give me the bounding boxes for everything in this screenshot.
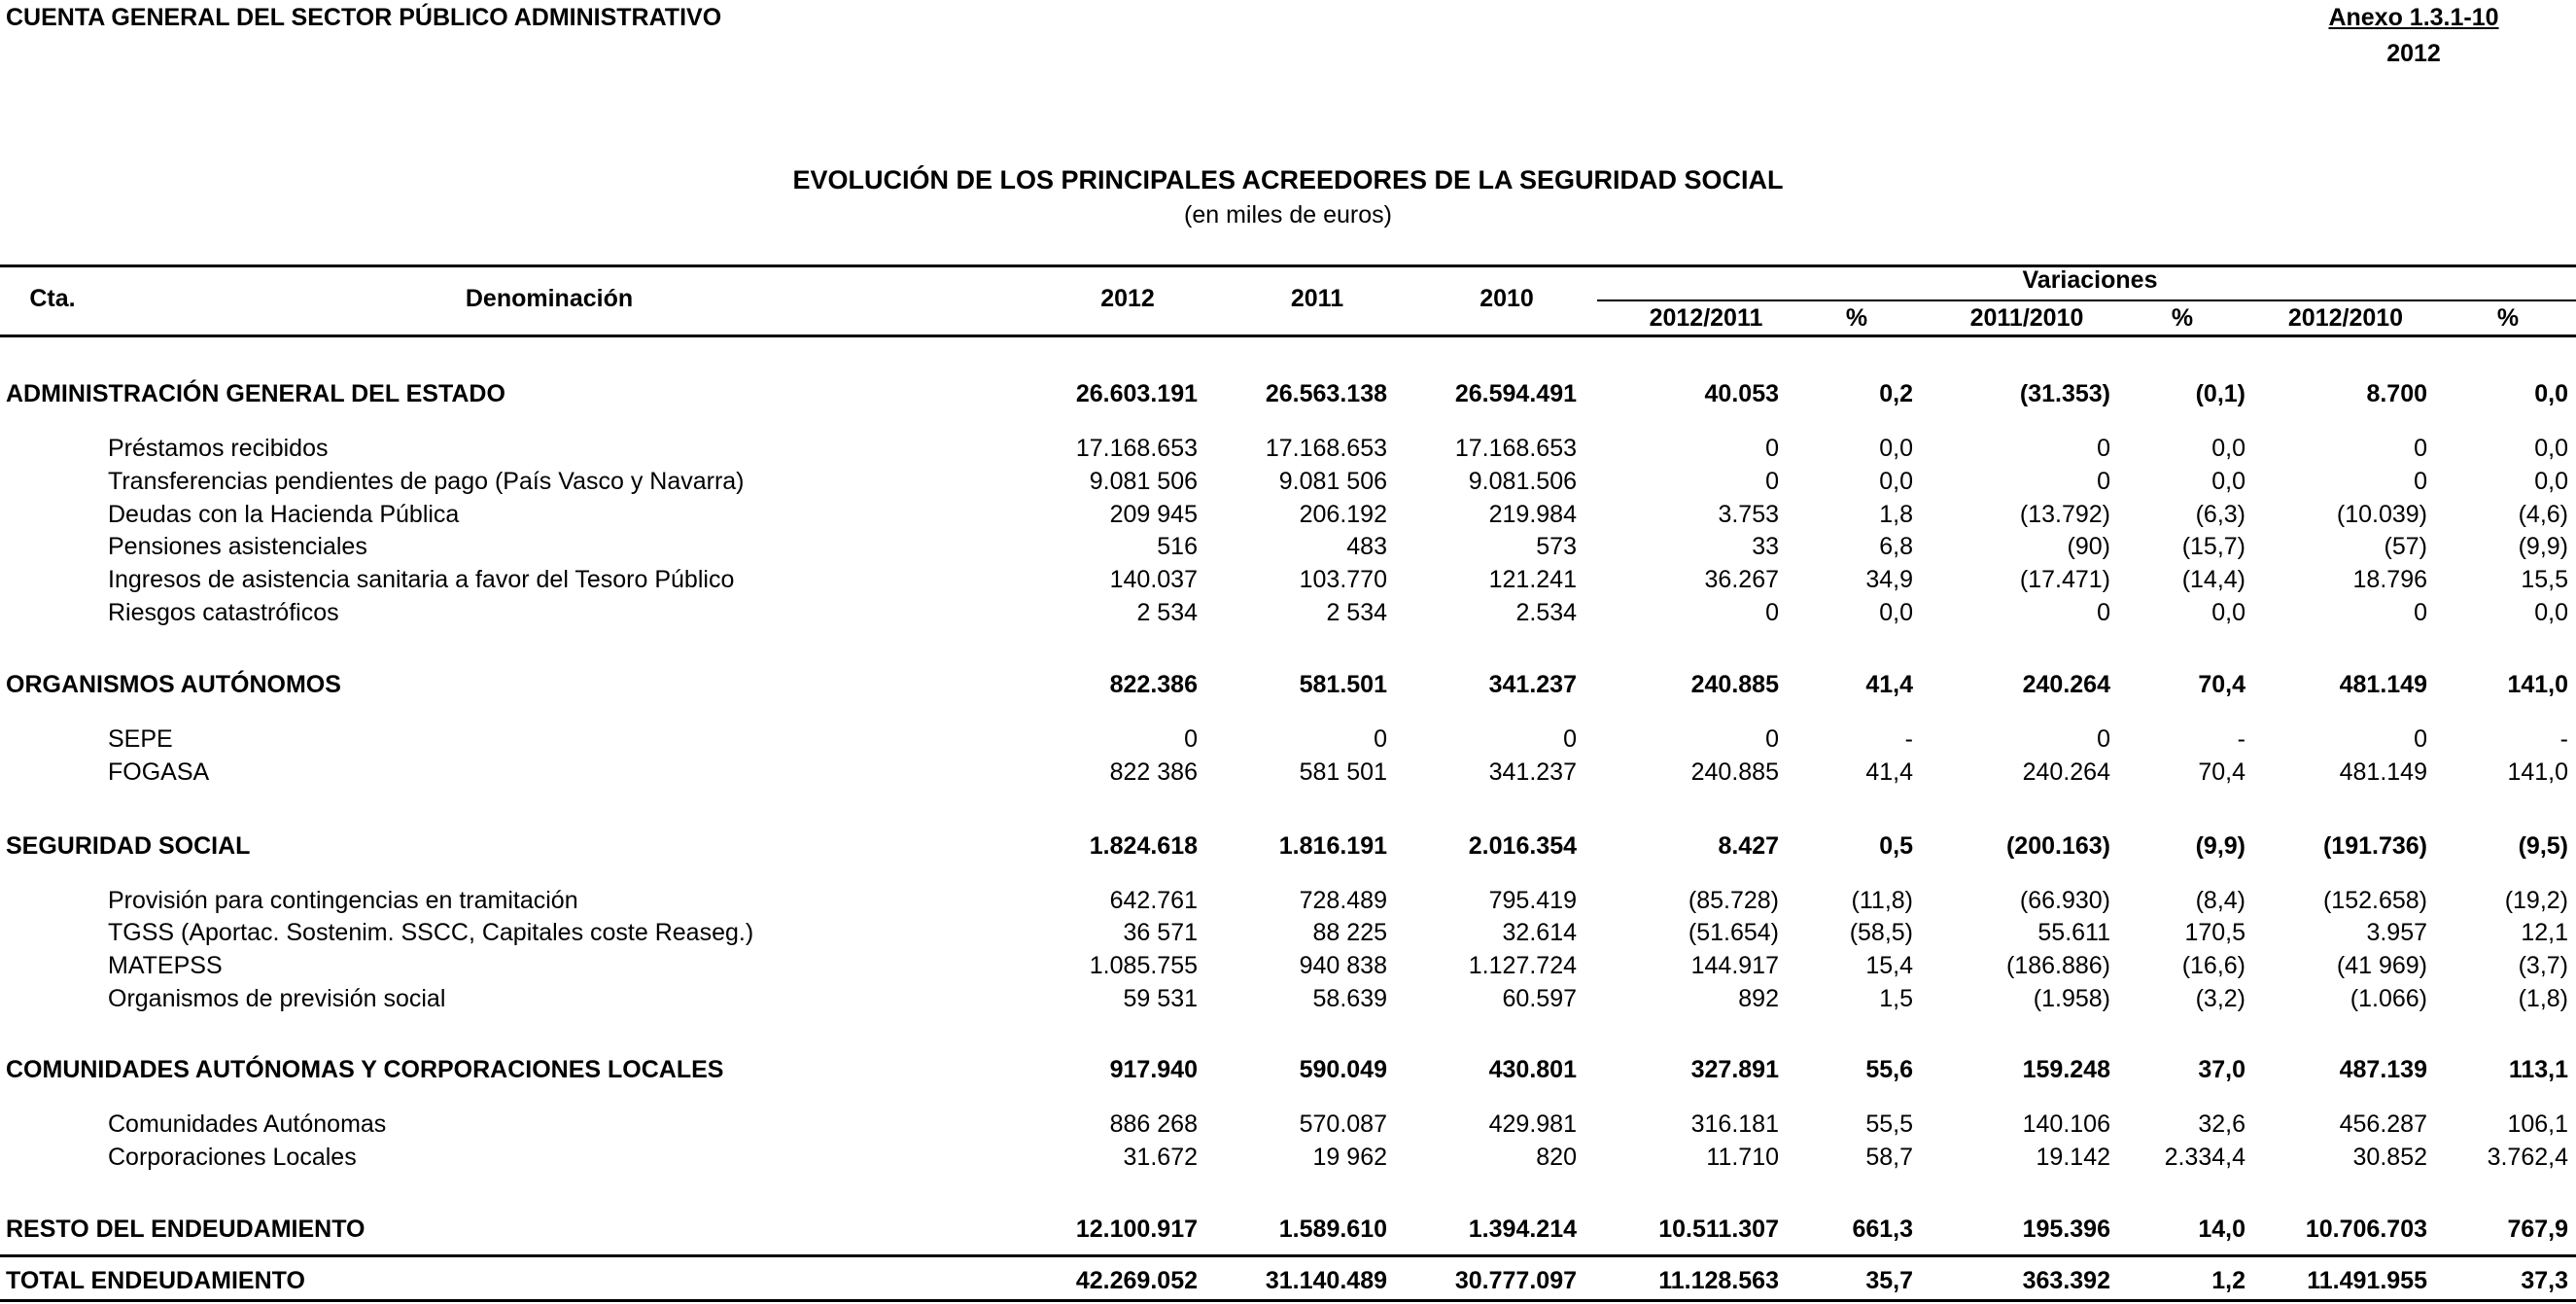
pct-2012-2010: 141,0 (2507, 758, 2568, 786)
var-2011-2010: 140.106 (2022, 1110, 2110, 1138)
value-2012: 9.081 506 (1089, 468, 1198, 495)
header-pct-1: % (1845, 304, 1868, 332)
pct-2012-2011: 0,5 (1879, 832, 1913, 860)
pct-2012-2011: 34,9 (1865, 566, 1913, 593)
pct-2012-2010: (9,9) (2518, 533, 2568, 560)
row-denominacion: ORGANISMOS AUTÓNOMOS (6, 671, 341, 698)
header-2011: 2011 (1290, 285, 1344, 312)
header-var-2012-2010: 2012/2010 (2287, 304, 2404, 332)
value-2011: 2 534 (1326, 599, 1387, 626)
value-2010: 2.016.354 (1468, 832, 1577, 860)
pct-2012-2011: 0,0 (1879, 599, 1913, 626)
header-variaciones: Variaciones (2022, 266, 2158, 294)
pct-2012-2010: (19,2) (2504, 887, 2568, 914)
pct-2012-2011: - (1904, 725, 1913, 753)
pct-2011-2010: (8,4) (2195, 887, 2245, 914)
var-2012-2010: 11.491.955 (2307, 1267, 2427, 1294)
pct-2012-2010: 3.762,4 (2487, 1144, 2568, 1171)
pct-2012-2010: (9,5) (2518, 832, 2568, 860)
value-2010: 573 (1536, 533, 1577, 560)
pct-2012-2011: 1,8 (1879, 501, 1913, 528)
var-2011-2010: 19.142 (2036, 1144, 2110, 1171)
row-denominacion: Pensiones asistenciales (108, 533, 367, 560)
pct-2011-2010: 170,5 (2184, 919, 2245, 946)
value-2010: 820 (1536, 1144, 1577, 1171)
var-2012-2011: 40.053 (1704, 380, 1779, 407)
value-2012: 1.085.755 (1089, 952, 1198, 979)
annex-number: Anexo 1.3.1-10 (2328, 4, 2499, 31)
var-2012-2010: (57) (2384, 533, 2427, 560)
pct-2012-2011: 55,6 (1865, 1056, 1913, 1083)
var-2011-2010: 159.248 (2022, 1056, 2110, 1083)
pct-2011-2010: 2.334,4 (2164, 1144, 2245, 1171)
row-denominacion: SEGURIDAD SOCIAL (6, 832, 251, 860)
pct-2012-2010: 0,0 (2534, 468, 2568, 495)
section-row (0, 380, 2576, 413)
pct-2012-2010: 141,0 (2507, 671, 2568, 698)
row-denominacion: TGSS (Aportac. Sostenim. SSCC, Capitales coste Reaseg.) (108, 919, 754, 946)
var-2012-2010: 0 (2414, 725, 2427, 753)
var-2012-2011: (85.728) (1688, 887, 1779, 914)
value-2010: 17.168.653 (1454, 435, 1577, 462)
value-2012: 17.168.653 (1075, 435, 1198, 462)
var-2011-2010: (90) (2067, 533, 2110, 560)
value-2010: 429.981 (1488, 1110, 1577, 1138)
var-2012-2011: 0 (1765, 599, 1779, 626)
annex-block (2321, 4, 2506, 68)
pct-2011-2010: 37,0 (2198, 1056, 2245, 1083)
var-2012-2011: 36.267 (1704, 566, 1779, 593)
table-row (0, 985, 2576, 1018)
row-denominacion: MATEPSS (108, 952, 223, 979)
pct-2012-2011: 58,7 (1865, 1144, 1913, 1171)
pct-2011-2010: 0,0 (2211, 599, 2245, 626)
pct-2012-2010: 767,9 (2507, 1216, 2568, 1243)
value-2012: 140.037 (1109, 566, 1198, 593)
var-2012-2011: 0 (1765, 468, 1779, 495)
pct-2012-2011: 35,7 (1865, 1267, 1913, 1294)
pct-2011-2010: (9,9) (2195, 832, 2245, 860)
table-row (0, 501, 2576, 534)
value-2012: 917.940 (1109, 1056, 1198, 1083)
value-2012: 0 (1184, 725, 1198, 753)
value-2011: 581 501 (1299, 758, 1387, 786)
pct-2012-2011: 0,0 (1879, 435, 1913, 462)
value-2010: 60.597 (1502, 985, 1577, 1012)
value-2011: 728.489 (1299, 887, 1387, 914)
row-denominacion: Ingresos de asistencia sanitaria a favor del Tesoro Público (108, 566, 735, 593)
header-cta: Cta. (29, 285, 76, 312)
var-2012-2010: (152.658) (2322, 887, 2427, 914)
pct-2011-2010: (15,7) (2181, 533, 2245, 560)
table-row (0, 952, 2576, 985)
var-2011-2010: (66.930) (2019, 887, 2110, 914)
value-2010: 430.801 (1488, 1056, 1577, 1083)
var-2011-2010: 0 (2097, 599, 2110, 626)
pct-2011-2010: 14,0 (2198, 1216, 2245, 1243)
row-denominacion: Provisión para contingencias en tramitación (108, 887, 578, 914)
var-2012-2010: 0 (2414, 435, 2427, 462)
pct-2012-2010: 0,0 (2534, 599, 2568, 626)
pct-2012-2010: (1,8) (2518, 985, 2568, 1012)
var-2012-2010: 481.149 (2339, 671, 2427, 698)
var-2012-2011: 11.710 (1706, 1144, 1779, 1171)
var-2012-2010: 18.796 (2352, 566, 2427, 593)
table-row (0, 887, 2576, 920)
row-denominacion: Comunidades Autónomas (108, 1110, 387, 1138)
value-2011: 1.589.610 (1278, 1216, 1387, 1243)
value-2012: 886 268 (1109, 1110, 1198, 1138)
header-bottom-rule (0, 335, 2576, 337)
pct-2011-2010: 32,6 (2198, 1110, 2245, 1138)
var-2012-2010: 10.706.703 (2305, 1216, 2427, 1243)
pct-2012-2011: 661,3 (1852, 1216, 1913, 1243)
var-2011-2010: 363.392 (2022, 1267, 2110, 1294)
header-denominacion: Denominación (465, 285, 634, 312)
var-2012-2010: 487.139 (2339, 1056, 2427, 1083)
row-denominacion: Transferencias pendientes de pago (País Vasco y Navarra) (108, 468, 745, 495)
var-2012-2010: 456.287 (2339, 1110, 2427, 1138)
value-2010: 121.241 (1488, 566, 1577, 593)
table-row (0, 919, 2576, 952)
report-subtitle: (en miles de euros) (1184, 201, 1392, 229)
var-2012-2011: 316.181 (1690, 1110, 1779, 1138)
value-2011: 103.770 (1299, 566, 1387, 593)
row-denominacion: RESTO DEL ENDEUDAMIENTO (6, 1216, 366, 1243)
var-2011-2010: (186.886) (2005, 952, 2110, 979)
header-2010: 2010 (1479, 285, 1534, 312)
value-2010: 26.594.491 (1454, 380, 1577, 407)
value-2012: 59 531 (1123, 985, 1198, 1012)
pct-2012-2010: (3,7) (2518, 952, 2568, 979)
row-denominacion: Corporaciones Locales (108, 1144, 357, 1171)
var-2012-2010: 3.957 (2366, 919, 2427, 946)
pct-2011-2010: 0,0 (2211, 435, 2245, 462)
var-2012-2011: 327.891 (1690, 1056, 1779, 1083)
section-row (0, 1216, 2576, 1249)
row-denominacion: Organismos de previsión social (108, 985, 446, 1012)
header-var-2011-2010: 2011/2010 (1969, 304, 2084, 332)
table-row (0, 758, 2576, 792)
value-2010: 1.127.724 (1468, 952, 1577, 979)
value-2010: 341.237 (1488, 758, 1577, 786)
var-2011-2010: (17.471) (2019, 566, 2110, 593)
var-2011-2010: 240.264 (2022, 671, 2110, 698)
value-2012: 516 (1157, 533, 1198, 560)
var-2012-2011: 240.885 (1690, 671, 1779, 698)
pct-2011-2010: 1,2 (2211, 1267, 2245, 1294)
value-2011: 17.168.653 (1265, 435, 1387, 462)
annex-year: 2012 (2386, 40, 2441, 67)
pct-2011-2010: (0,1) (2195, 380, 2245, 407)
value-2011: 26.563.138 (1265, 380, 1387, 407)
section-row (0, 1056, 2576, 1089)
pct-2012-2011: 41,4 (1865, 671, 1913, 698)
value-2012: 31.672 (1123, 1144, 1198, 1171)
var-2012-2010: 0 (2414, 468, 2427, 495)
var-2012-2010: (10.039) (2336, 501, 2427, 528)
row-denominacion: SEPE (108, 725, 173, 753)
table-row (0, 599, 2576, 632)
value-2012: 2 534 (1136, 599, 1198, 626)
var-2011-2010: (200.163) (2005, 832, 2110, 860)
var-2011-2010: 0 (2097, 435, 2110, 462)
pct-2012-2011: 15,4 (1865, 952, 1913, 979)
pct-2011-2010: (14,4) (2181, 566, 2245, 593)
value-2012: 1.824.618 (1089, 832, 1198, 860)
value-2012: 209 945 (1109, 501, 1198, 528)
value-2010: 341.237 (1488, 671, 1577, 698)
value-2010: 9.081.506 (1468, 468, 1577, 495)
var-2012-2010: 30.852 (2352, 1144, 2427, 1171)
value-2011: 483 (1346, 533, 1387, 560)
pct-2012-2010: 0,0 (2534, 435, 2568, 462)
table-row (0, 566, 2576, 599)
pct-2012-2010: 113,1 (2508, 1056, 2568, 1083)
pct-2012-2011: (11,8) (1851, 887, 1913, 914)
var-2011-2010: 55.611 (2037, 919, 2110, 946)
value-2012: 36 571 (1123, 919, 1198, 946)
header-2012: 2012 (1100, 285, 1155, 312)
var-2012-2011: 892 (1738, 985, 1779, 1012)
row-denominacion: Deudas con la Hacienda Pública (108, 501, 460, 528)
pct-2012-2010: 0,0 (2534, 380, 2568, 407)
pct-2012-2011: 41,4 (1865, 758, 1913, 786)
var-2011-2010: 240.264 (2022, 758, 2110, 786)
table-row (0, 1144, 2576, 1177)
pct-2012-2010: 15,5 (2521, 566, 2568, 593)
table-row (0, 435, 2576, 468)
row-denominacion: Riesgos catastróficos (108, 599, 339, 626)
value-2011: 31.140.489 (1265, 1267, 1387, 1294)
report-title: EVOLUCIÓN DE LOS PRINCIPALES ACREEDORES DE LA SEGURIDAD SOCIAL (792, 165, 1784, 194)
value-2011: 206.192 (1299, 501, 1387, 528)
value-2011: 581.501 (1299, 671, 1387, 698)
var-2012-2010: 481.149 (2339, 758, 2427, 786)
value-2011: 9.081 506 (1278, 468, 1387, 495)
value-2011: 58.639 (1312, 985, 1387, 1012)
value-2011: 1.816.191 (1278, 832, 1387, 860)
value-2010: 795.419 (1488, 887, 1577, 914)
var-2012-2010: (1.066) (2350, 985, 2427, 1012)
pct-2011-2010: 70,4 (2198, 758, 2245, 786)
value-2011: 570.087 (1299, 1110, 1387, 1138)
value-2010: 0 (1563, 725, 1577, 753)
var-2012-2011: 3.753 (1718, 501, 1779, 528)
header-pct-2: % (2171, 304, 2194, 332)
header-var-2012-2011: 2012/2011 (1649, 304, 1763, 332)
var-2012-2010: (41 969) (2336, 952, 2427, 979)
row-denominacion: TOTAL ENDEUDAMIENTO (6, 1267, 305, 1294)
value-2012: 42.269.052 (1075, 1267, 1198, 1294)
pct-2011-2010: - (2237, 725, 2245, 753)
report-header-title: CUENTA GENERAL DEL SECTOR PÚBLICO ADMINISTRATIVO (6, 4, 722, 31)
var-2012-2011: 11.128.563 (1658, 1267, 1779, 1294)
var-2012-2011: 144.917 (1690, 952, 1779, 979)
pct-2011-2010: 70,4 (2198, 671, 2245, 698)
value-2011: 0 (1374, 725, 1387, 753)
pct-2012-2010: (4,6) (2518, 501, 2568, 528)
section-row (0, 671, 2576, 704)
var-2011-2010: (13.792) (2019, 501, 2110, 528)
table-row (0, 1110, 2576, 1144)
pct-2012-2010: - (2559, 725, 2568, 753)
value-2011: 940 838 (1299, 952, 1387, 979)
pct-2011-2010: (3,2) (2195, 985, 2245, 1012)
row-denominacion: FOGASA (108, 758, 210, 786)
var-2011-2010: 0 (2097, 468, 2110, 495)
var-2011-2010: 0 (2097, 725, 2110, 753)
var-2012-2011: 0 (1765, 435, 1779, 462)
pct-2012-2011: 0,0 (1879, 468, 1913, 495)
value-2010: 1.394.214 (1468, 1216, 1577, 1243)
row-denominacion: COMUNIDADES AUTÓNOMAS Y CORPORACIONES LOCALES (6, 1056, 724, 1083)
table-row (0, 725, 2576, 758)
pct-2011-2010: (6,3) (2195, 501, 2245, 528)
pct-2012-2011: 1,5 (1879, 985, 1913, 1012)
value-2011: 590.049 (1299, 1056, 1387, 1083)
var-2012-2010: (191.736) (2322, 832, 2427, 860)
value-2012: 822.386 (1109, 671, 1198, 698)
value-2010: 2.534 (1515, 599, 1577, 626)
pct-2012-2010: 12,1 (2521, 919, 2568, 946)
table-row (0, 468, 2576, 501)
value-2012: 642.761 (1109, 887, 1198, 914)
value-2010: 32.614 (1502, 919, 1577, 946)
report-title-block (0, 165, 2576, 229)
table-row (0, 533, 2576, 566)
value-2011: 19 962 (1312, 1144, 1387, 1171)
section-row (0, 832, 2576, 865)
var-2012-2011: 0 (1765, 725, 1779, 753)
pct-2012-2010: 37,3 (2521, 1267, 2568, 1294)
pct-2011-2010: (16,6) (2181, 952, 2245, 979)
value-2010: 219.984 (1488, 501, 1577, 528)
var-2011-2010: (31.353) (2019, 380, 2110, 407)
variaciones-rule (1597, 300, 2576, 301)
var-2012-2010: 0 (2414, 599, 2427, 626)
var-2011-2010: (1.958) (2033, 985, 2110, 1012)
var-2011-2010: 195.396 (2022, 1216, 2110, 1243)
total-top-rule (0, 1254, 2576, 1257)
var-2012-2011: 33 (1752, 533, 1779, 560)
var-2012-2011: 10.511.307 (1658, 1216, 1779, 1243)
row-denominacion: Préstamos recibidos (108, 435, 329, 462)
var-2012-2010: 8.700 (2366, 380, 2427, 407)
pct-2012-2011: 0,2 (1879, 380, 1913, 407)
var-2012-2011: 8.427 (1718, 832, 1779, 860)
var-2012-2011: (51.654) (1688, 919, 1779, 946)
value-2012: 822 386 (1109, 758, 1198, 786)
value-2011: 88 225 (1312, 919, 1387, 946)
var-2012-2011: 240.885 (1690, 758, 1779, 786)
value-2012: 26.603.191 (1075, 380, 1198, 407)
pct-2012-2011: (58,5) (1849, 919, 1913, 946)
row-denominacion: ADMINISTRACIÓN GENERAL DEL ESTADO (6, 380, 505, 407)
pct-2012-2011: 6,8 (1879, 533, 1913, 560)
pct-2012-2011: 55,5 (1865, 1110, 1913, 1138)
value-2010: 30.777.097 (1454, 1267, 1577, 1294)
value-2012: 12.100.917 (1075, 1216, 1198, 1243)
total-row (0, 1267, 2576, 1300)
pct-2011-2010: 0,0 (2211, 468, 2245, 495)
pct-2012-2010: 106,1 (2507, 1110, 2568, 1138)
header-pct-3: % (2496, 304, 2520, 332)
